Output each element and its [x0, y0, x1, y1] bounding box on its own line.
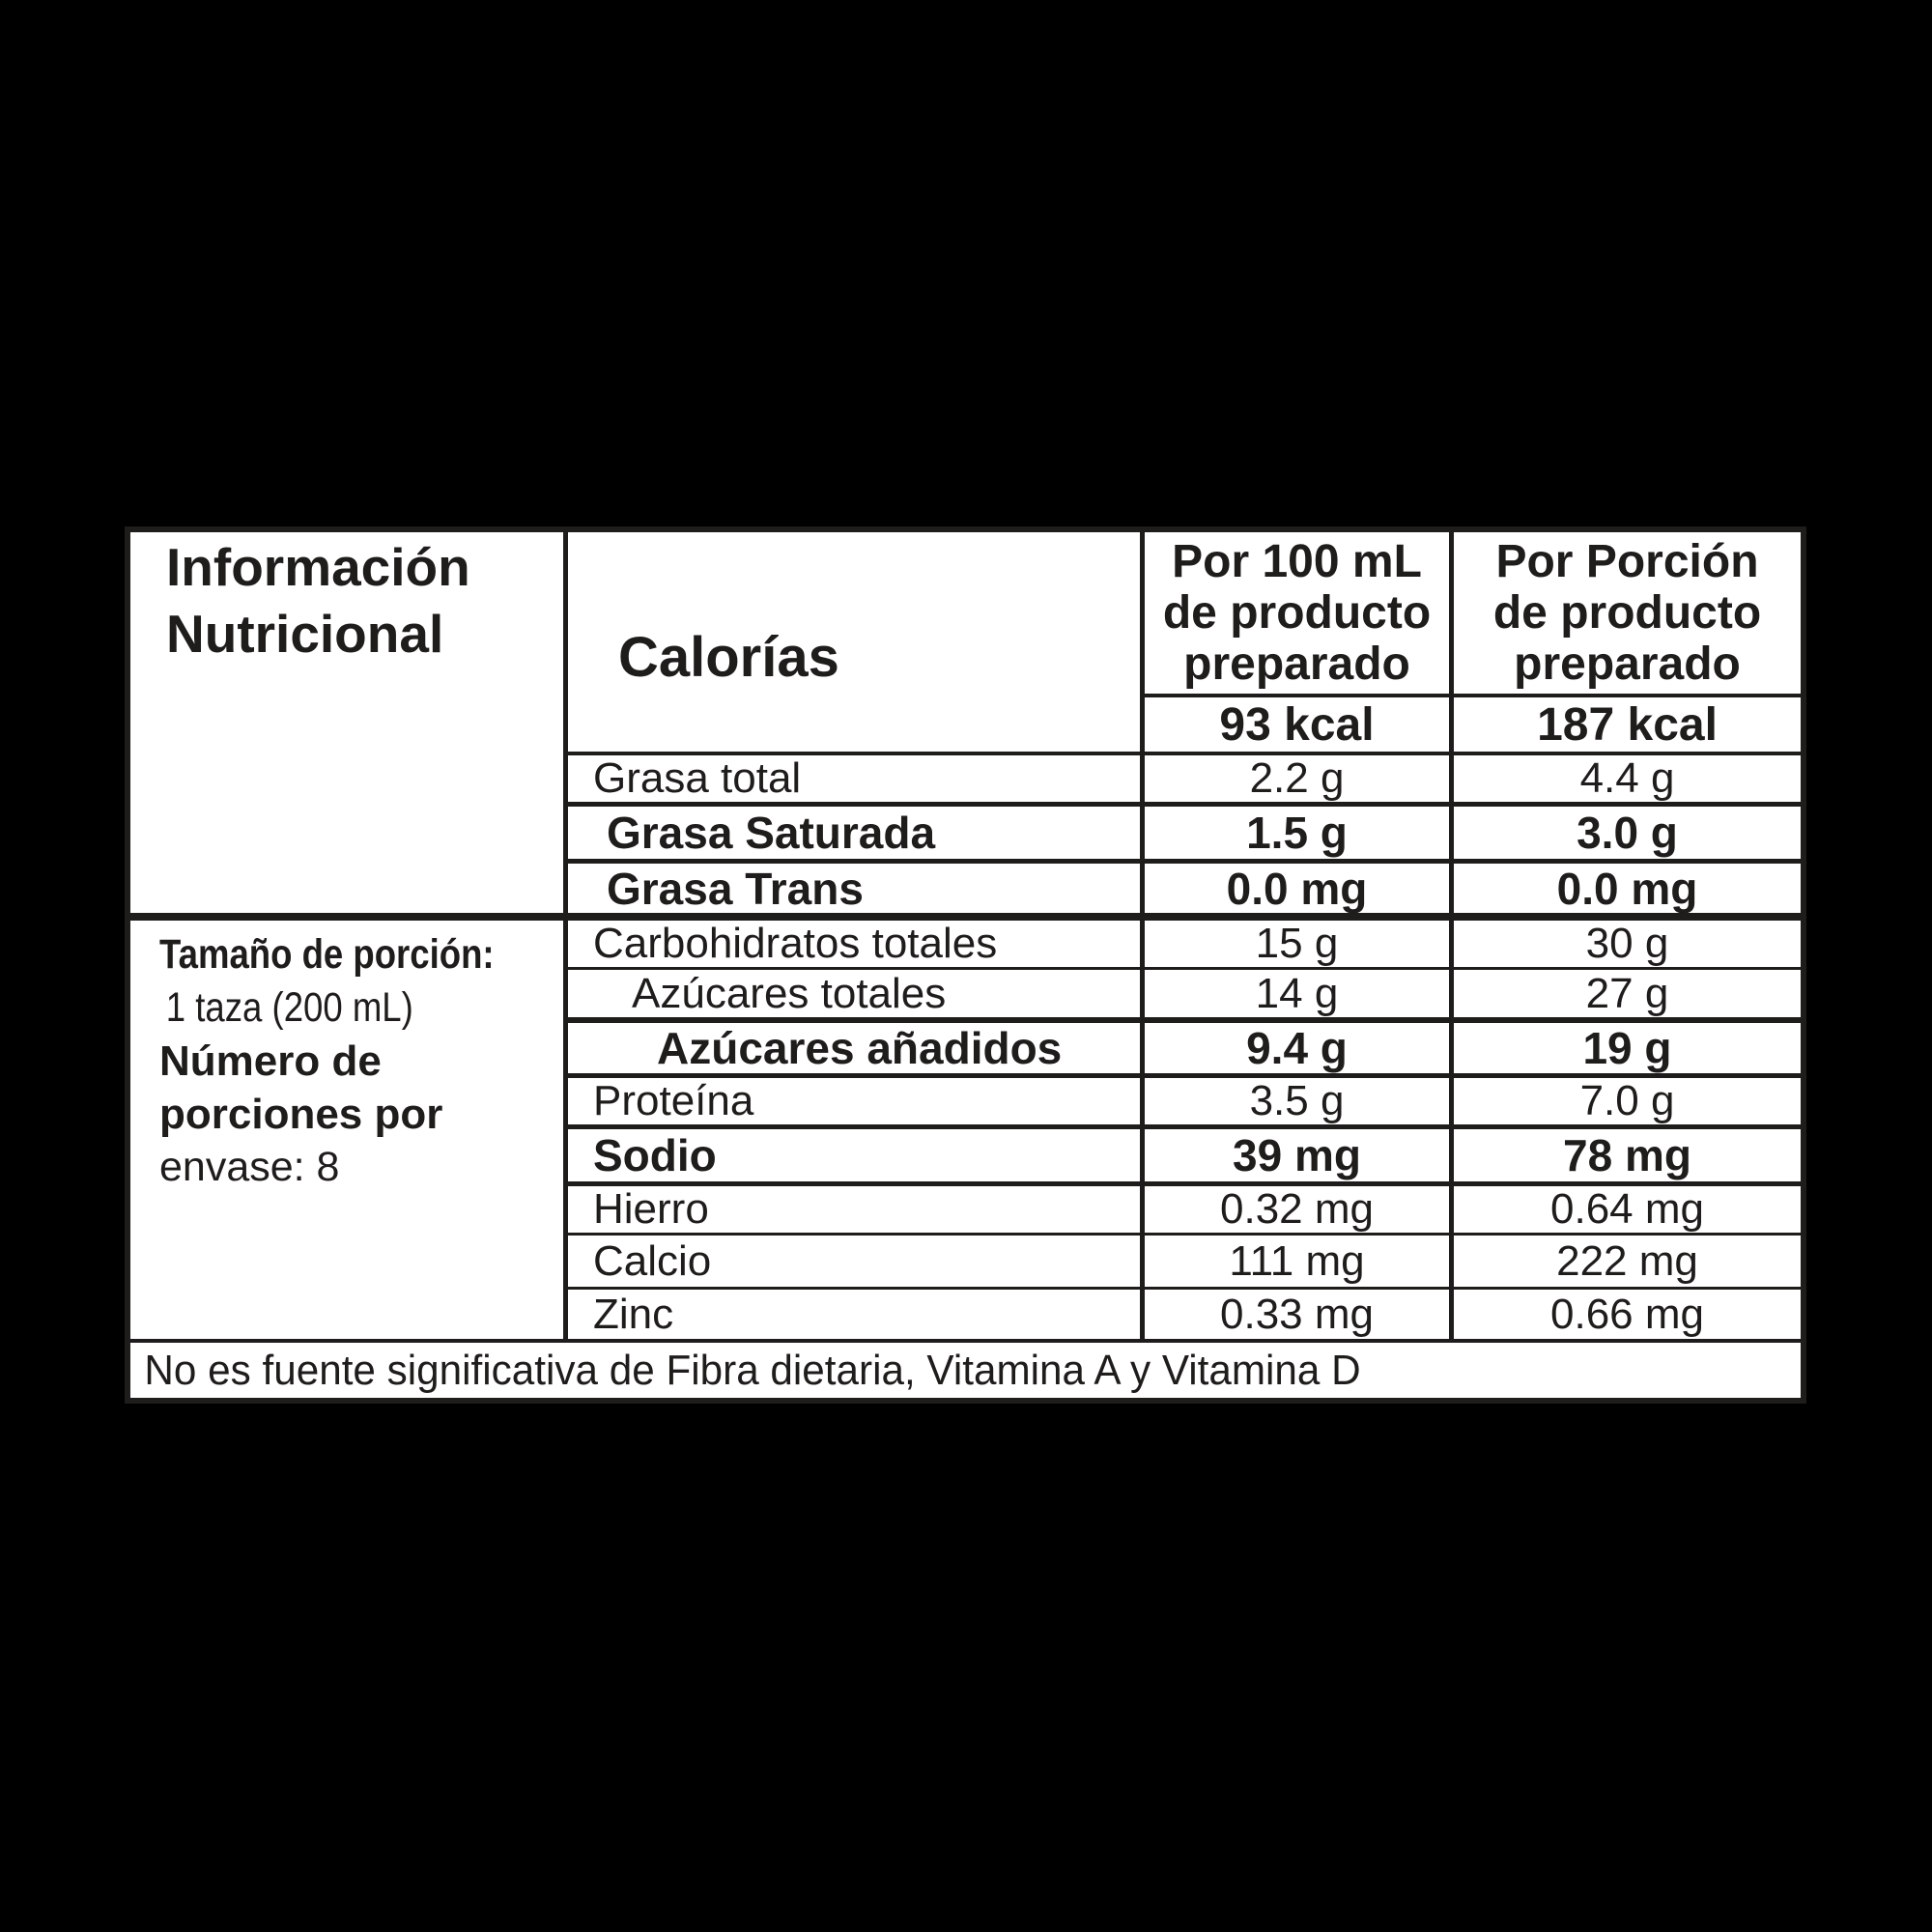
row-label: Azúcares totales — [632, 969, 947, 1017]
row-value-per-100ml: 111 mg — [1229, 1236, 1365, 1285]
table-row-calcio — [568, 1233, 1801, 1287]
row-label: Grasa Saturada — [607, 808, 936, 858]
calories-heading: Calorías — [618, 626, 839, 689]
row-value-per-100ml: 2.2 g — [1249, 754, 1345, 802]
nutrition-label-panel — [125, 526, 1806, 1404]
row-value-per-100ml: 15 g — [1255, 920, 1339, 967]
row-value-per-100ml: 0.32 mg — [1220, 1185, 1374, 1233]
row-value-per-100ml: 9.4 g — [1246, 1023, 1348, 1073]
row-value-per-portion: 4.4 g — [1579, 754, 1675, 802]
row-value-per-100ml: 39 mg — [1233, 1130, 1361, 1180]
row-value-per-portion: 222 mg — [1556, 1236, 1698, 1285]
row-value-per-portion: 0.0 mg — [1556, 863, 1698, 914]
table-row-sodio — [568, 1124, 1801, 1181]
table-row-grasa-saturada — [568, 802, 1801, 859]
table-row-grasa-trans — [568, 859, 1801, 913]
table-row-carbohidratos — [568, 913, 1801, 967]
header-right-block — [1145, 532, 1801, 752]
per-portion-header-line3: preparado — [1514, 639, 1741, 690]
label-title-line2: Nutricional — [166, 604, 444, 664]
table-row-zinc — [568, 1287, 1801, 1339]
row-label: Hierro — [593, 1185, 709, 1233]
table-row-hierro — [568, 1181, 1801, 1233]
per-100ml-header — [1145, 532, 1449, 694]
column-headers — [1145, 532, 1801, 694]
per-100ml-header-line2: de producto — [1162, 587, 1432, 639]
calories-per-portion: 187 kcal — [1537, 698, 1718, 751]
row-label: Sodio — [593, 1130, 717, 1180]
calories-values-row — [1145, 697, 1801, 752]
label-title — [166, 534, 563, 668]
label-title-line1: Información — [166, 537, 470, 597]
table-row-proteina — [568, 1073, 1801, 1124]
values-grid — [568, 532, 1801, 1339]
row-value-per-portion: 30 g — [1585, 920, 1669, 967]
row-value-per-portion: 0.64 mg — [1550, 1185, 1704, 1233]
row-label: Azúcares añadidos — [657, 1023, 1063, 1073]
table-row-azucares-anadidos — [568, 1017, 1801, 1073]
row-value-per-portion: 78 mg — [1563, 1130, 1691, 1180]
info-column — [130, 532, 568, 1339]
nutrition-table — [130, 532, 1801, 1398]
row-label: Carbohidratos totales — [593, 920, 998, 967]
row-label: Calcio — [593, 1236, 712, 1285]
row-value-per-100ml: 1.5 g — [1246, 808, 1348, 858]
per-portion-header-line1: Por Porción — [1495, 536, 1759, 587]
footnote-row — [130, 1339, 1801, 1398]
section-divider-line — [130, 913, 568, 921]
row-label: Grasa total — [593, 754, 802, 802]
table-row-azucares-totales — [568, 967, 1801, 1017]
calories-per-100ml: 93 kcal — [1219, 698, 1375, 751]
serving-size-label: Tamaño de porción: — [159, 931, 495, 978]
row-value-per-portion: 0.66 mg — [1550, 1290, 1704, 1338]
row-label: Zinc — [593, 1290, 674, 1338]
row-value-per-100ml: 14 g — [1255, 969, 1339, 1017]
servings-per-container-line1: Número de — [159, 1037, 382, 1085]
per-100ml-header-line3: preparado — [1183, 639, 1410, 690]
row-value-per-portion: 3.0 g — [1577, 808, 1678, 858]
header-row — [568, 532, 1801, 752]
row-value-per-portion: 7.0 g — [1579, 1077, 1675, 1124]
servings-per-container-value: envase: 8 — [159, 1144, 340, 1190]
row-value-per-100ml: 3.5 g — [1249, 1077, 1345, 1124]
per-100ml-header-line1: Por 100 mL — [1172, 536, 1422, 587]
row-value-per-100ml: 0.33 mg — [1220, 1290, 1374, 1338]
serving-size-value: 1 taza (200 mL) — [165, 984, 413, 1031]
serving-info — [159, 928, 554, 1194]
row-value-per-100ml: 0.0 mg — [1226, 863, 1368, 914]
table-row-grasa-total — [568, 752, 1801, 802]
servings-per-container-line2: porciones por — [159, 1091, 443, 1138]
per-portion-header — [1454, 532, 1801, 694]
row-value-per-portion: 27 g — [1585, 969, 1669, 1017]
footnote-text: No es fuente significativa de Fibra dietaria, Vitamina A y Vitamina D — [144, 1346, 1361, 1394]
row-label: Proteína — [593, 1077, 754, 1124]
row-label: Grasa Trans — [607, 863, 864, 914]
per-portion-header-line2: de producto — [1492, 587, 1762, 639]
row-value-per-portion: 19 g — [1582, 1023, 1672, 1073]
calories-cell — [568, 532, 1140, 752]
